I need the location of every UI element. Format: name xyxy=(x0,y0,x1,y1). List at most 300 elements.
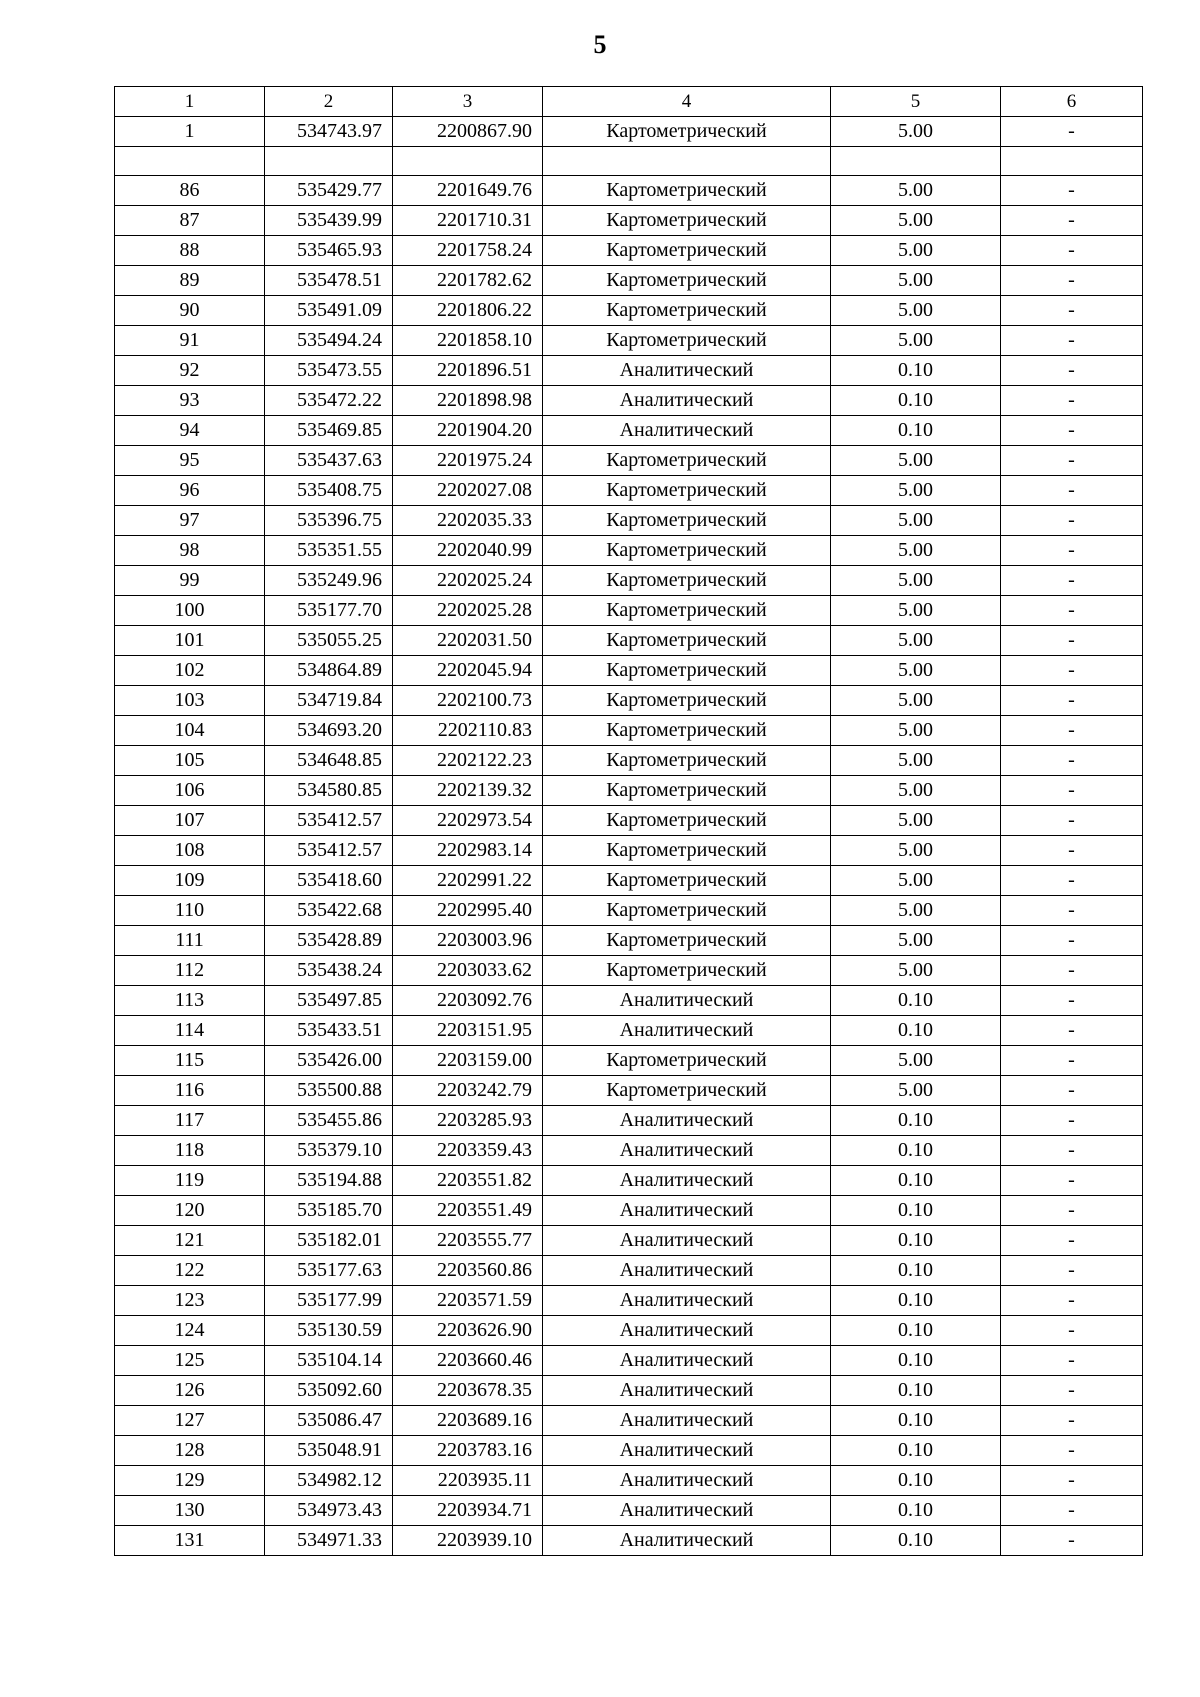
cell-note: - xyxy=(1001,326,1143,356)
cell-y: 2203359.43 xyxy=(393,1136,543,1166)
cell-y: 2202973.54 xyxy=(393,806,543,836)
cell-point: 114 xyxy=(115,1016,265,1046)
table-row xyxy=(115,1196,1143,1226)
cell-x: 535437.63 xyxy=(265,446,393,476)
cell-method: Аналитический xyxy=(543,1256,831,1286)
cell-accuracy: 5.00 xyxy=(831,896,1001,926)
cell-y: 2202045.94 xyxy=(393,656,543,686)
cell-method: Аналитический xyxy=(543,1136,831,1166)
cell-x: 534982.12 xyxy=(265,1466,393,1496)
cell-accuracy: 5.00 xyxy=(831,236,1001,266)
cell-accuracy: 0.10 xyxy=(831,1496,1001,1526)
cell-note: - xyxy=(1001,1016,1143,1046)
cell-note: - xyxy=(1001,806,1143,836)
cell-x: 535439.99 xyxy=(265,206,393,236)
header-cell: 6 xyxy=(1001,87,1143,117)
cell-method: Картометрический xyxy=(543,506,831,536)
table-row xyxy=(115,1526,1143,1556)
cell-point: 90 xyxy=(115,296,265,326)
cell-point: 113 xyxy=(115,986,265,1016)
cell-x: 535086.47 xyxy=(265,1406,393,1436)
cell-x: 535185.70 xyxy=(265,1196,393,1226)
cell-note: - xyxy=(1001,266,1143,296)
cell-method: Картометрический xyxy=(543,926,831,956)
table-row xyxy=(115,176,1143,206)
cell-method: Картометрический xyxy=(543,176,831,206)
table-row xyxy=(115,896,1143,926)
cell-y: 2203092.76 xyxy=(393,986,543,1016)
cell-accuracy: 5.00 xyxy=(831,506,1001,536)
cell-x: 535177.99 xyxy=(265,1286,393,1316)
cell-accuracy: 5.00 xyxy=(831,956,1001,986)
cell-note: - xyxy=(1001,746,1143,776)
cell-note: - xyxy=(1001,1466,1143,1496)
cell-method: Аналитический xyxy=(543,1226,831,1256)
cell-point: 128 xyxy=(115,1436,265,1466)
cell-y: 2203678.35 xyxy=(393,1376,543,1406)
cell-y: 2202025.24 xyxy=(393,566,543,596)
cell-y: 2201904.20 xyxy=(393,416,543,446)
cell-y: 2202139.32 xyxy=(393,776,543,806)
cell-note: - xyxy=(1001,1136,1143,1166)
cell-y: 2203003.96 xyxy=(393,926,543,956)
table-row xyxy=(115,147,1143,176)
table-row xyxy=(115,986,1143,1016)
cell-point: 107 xyxy=(115,806,265,836)
table-row xyxy=(115,926,1143,956)
cell-accuracy: 0.10 xyxy=(831,1466,1001,1496)
cell-note: - xyxy=(1001,1406,1143,1436)
cell-accuracy: 0.10 xyxy=(831,386,1001,416)
cell-x: 535426.00 xyxy=(265,1046,393,1076)
cell-y: 2201898.98 xyxy=(393,386,543,416)
cell-x: 534971.33 xyxy=(265,1526,393,1556)
cell-accuracy: 5.00 xyxy=(831,836,1001,866)
cell-note: - xyxy=(1001,596,1143,626)
cell-point: 93 xyxy=(115,386,265,416)
cell-y: 2203551.49 xyxy=(393,1196,543,1226)
cell-method: Картометрический xyxy=(543,716,831,746)
cell-method: Картометрический xyxy=(543,776,831,806)
cell-accuracy: 5.00 xyxy=(831,686,1001,716)
cell-y: 2203285.93 xyxy=(393,1106,543,1136)
cell-accuracy: 0.10 xyxy=(831,1286,1001,1316)
cell-method: Картометрический xyxy=(543,656,831,686)
cell-note: - xyxy=(1001,776,1143,806)
cell-x: 534719.84 xyxy=(265,686,393,716)
cell-x: 535104.14 xyxy=(265,1346,393,1376)
cell-x: 535396.75 xyxy=(265,506,393,536)
cell-method: Картометрический xyxy=(543,296,831,326)
cell-y: 2203555.77 xyxy=(393,1226,543,1256)
table-row xyxy=(115,716,1143,746)
cell-y: 2202035.33 xyxy=(393,506,543,536)
table-row xyxy=(115,1376,1143,1406)
cell-x: 534648.85 xyxy=(265,746,393,776)
table-row xyxy=(115,866,1143,896)
cell-x: 535500.88 xyxy=(265,1076,393,1106)
cell-accuracy: 0.10 xyxy=(831,1226,1001,1256)
cell-method: Картометрический xyxy=(543,626,831,656)
cell-x: 535494.24 xyxy=(265,326,393,356)
cell-y: 2202031.50 xyxy=(393,626,543,656)
cell-y: 2203939.10 xyxy=(393,1526,543,1556)
table-row xyxy=(115,1226,1143,1256)
cell-point: 97 xyxy=(115,506,265,536)
cell-note: - xyxy=(1001,716,1143,746)
table-row xyxy=(115,1316,1143,1346)
table-row xyxy=(115,446,1143,476)
cell-accuracy: 5.00 xyxy=(831,536,1001,566)
cell-note: - xyxy=(1001,1106,1143,1136)
cell-x: 534864.89 xyxy=(265,656,393,686)
cell-point: 89 xyxy=(115,266,265,296)
cell-note: - xyxy=(1001,1286,1143,1316)
cell-y: 2203571.59 xyxy=(393,1286,543,1316)
cell-note: - xyxy=(1001,686,1143,716)
cell-method: Аналитический xyxy=(543,1526,831,1556)
cell-note: - xyxy=(1001,1256,1143,1286)
cell-accuracy: 0.10 xyxy=(831,1196,1001,1226)
cell-method: Аналитический xyxy=(543,1406,831,1436)
cell-note: - xyxy=(1001,1166,1143,1196)
cell-x: 534973.43 xyxy=(265,1496,393,1526)
table-header-row xyxy=(115,87,1143,117)
table-body xyxy=(115,87,1143,1556)
cell-point: 108 xyxy=(115,836,265,866)
cell-x: 535433.51 xyxy=(265,1016,393,1046)
table-row xyxy=(115,1046,1143,1076)
header-cell: 5 xyxy=(831,87,1001,117)
cell-accuracy: 5.00 xyxy=(831,176,1001,206)
cell-y: 2202983.14 xyxy=(393,836,543,866)
table-row xyxy=(115,536,1143,566)
cell-method: Аналитический xyxy=(543,386,831,416)
cell-x: 535092.60 xyxy=(265,1376,393,1406)
table-row xyxy=(115,117,1143,147)
cell-point: 129 xyxy=(115,1466,265,1496)
table-row xyxy=(115,776,1143,806)
cell-method: Аналитический xyxy=(543,1316,831,1346)
cell-method: Картометрический xyxy=(543,746,831,776)
cell-point: 130 xyxy=(115,1496,265,1526)
cell-point: 125 xyxy=(115,1346,265,1376)
cell-point: 88 xyxy=(115,236,265,266)
cell-method: Аналитический xyxy=(543,356,831,386)
cell-method: Картометрический xyxy=(543,896,831,926)
cell-method: Аналитический xyxy=(543,1346,831,1376)
cell-accuracy: 0.10 xyxy=(831,1346,1001,1376)
cell-y: 2203033.62 xyxy=(393,956,543,986)
table-row xyxy=(115,506,1143,536)
cell-method: Аналитический xyxy=(543,1496,831,1526)
cell-accuracy: 5.00 xyxy=(831,566,1001,596)
cell-accuracy: 0.10 xyxy=(831,1106,1001,1136)
cell-method: Аналитический xyxy=(543,1166,831,1196)
cell-accuracy: 5.00 xyxy=(831,476,1001,506)
cell-method: Аналитический xyxy=(543,1436,831,1466)
header-cell: 1 xyxy=(115,87,265,117)
cell-y: 2202991.22 xyxy=(393,866,543,896)
table-row xyxy=(115,1076,1143,1106)
table-row xyxy=(115,476,1143,506)
cell-accuracy: 5.00 xyxy=(831,117,1001,147)
cell-point: 119 xyxy=(115,1166,265,1196)
cell-x: 534580.85 xyxy=(265,776,393,806)
cell-y: 2202100.73 xyxy=(393,686,543,716)
cell-method: Аналитический xyxy=(543,1016,831,1046)
cell-point: 95 xyxy=(115,446,265,476)
cell-method: Картометрический xyxy=(543,866,831,896)
cell-note: - xyxy=(1001,1376,1143,1406)
cell-x: 535177.70 xyxy=(265,596,393,626)
cell-point: 87 xyxy=(115,206,265,236)
cell-method: Картометрический xyxy=(543,117,831,147)
cell-method: Картометрический xyxy=(543,806,831,836)
table-row xyxy=(115,1286,1143,1316)
cell-x xyxy=(265,147,393,176)
coordinates-table xyxy=(114,86,1143,1556)
cell-accuracy: 0.10 xyxy=(831,1166,1001,1196)
cell-accuracy: 5.00 xyxy=(831,596,1001,626)
cell-point xyxy=(115,147,265,176)
cell-note: - xyxy=(1001,956,1143,986)
table-row xyxy=(115,1166,1143,1196)
cell-accuracy: 5.00 xyxy=(831,296,1001,326)
cell-x: 535465.93 xyxy=(265,236,393,266)
cell-y: 2201806.22 xyxy=(393,296,543,326)
cell-accuracy: 5.00 xyxy=(831,1076,1001,1106)
cell-point: 96 xyxy=(115,476,265,506)
table-row xyxy=(115,1496,1143,1526)
cell-method xyxy=(543,147,831,176)
header-cell: 3 xyxy=(393,87,543,117)
cell-method: Картометрический xyxy=(543,266,831,296)
cell-note xyxy=(1001,147,1143,176)
cell-method: Картометрический xyxy=(543,1046,831,1076)
cell-method: Картометрический xyxy=(543,446,831,476)
cell-note: - xyxy=(1001,626,1143,656)
cell-y: 2203626.90 xyxy=(393,1316,543,1346)
cell-note: - xyxy=(1001,986,1143,1016)
cell-y: 2203151.95 xyxy=(393,1016,543,1046)
cell-accuracy: 5.00 xyxy=(831,746,1001,776)
cell-accuracy: 5.00 xyxy=(831,776,1001,806)
cell-point: 101 xyxy=(115,626,265,656)
table-row xyxy=(115,1466,1143,1496)
table-row xyxy=(115,416,1143,446)
table-row xyxy=(115,806,1143,836)
cell-accuracy: 0.10 xyxy=(831,1376,1001,1406)
cell-note: - xyxy=(1001,1346,1143,1376)
cell-point: 121 xyxy=(115,1226,265,1256)
cell-method: Аналитический xyxy=(543,1286,831,1316)
cell-point: 122 xyxy=(115,1256,265,1286)
cell-method: Картометрический xyxy=(543,686,831,716)
cell-y: 2201858.10 xyxy=(393,326,543,356)
cell-point: 103 xyxy=(115,686,265,716)
cell-y: 2201782.62 xyxy=(393,266,543,296)
cell-note: - xyxy=(1001,836,1143,866)
cell-note: - xyxy=(1001,206,1143,236)
table-row xyxy=(115,596,1143,626)
cell-y xyxy=(393,147,543,176)
cell-accuracy: 0.10 xyxy=(831,416,1001,446)
cell-accuracy: 5.00 xyxy=(831,866,1001,896)
cell-accuracy: 5.00 xyxy=(831,446,1001,476)
cell-note: - xyxy=(1001,1226,1143,1256)
table-row xyxy=(115,836,1143,866)
cell-note: - xyxy=(1001,1046,1143,1076)
cell-point: 131 xyxy=(115,1526,265,1556)
header-cell: 4 xyxy=(543,87,831,117)
cell-x: 535194.88 xyxy=(265,1166,393,1196)
table-row xyxy=(115,1106,1143,1136)
cell-note: - xyxy=(1001,896,1143,926)
cell-point: 100 xyxy=(115,596,265,626)
cell-point: 109 xyxy=(115,866,265,896)
cell-point: 124 xyxy=(115,1316,265,1346)
cell-point: 112 xyxy=(115,956,265,986)
cell-x: 535491.09 xyxy=(265,296,393,326)
table-row xyxy=(115,686,1143,716)
cell-point: 111 xyxy=(115,926,265,956)
cell-x: 535379.10 xyxy=(265,1136,393,1166)
table-row xyxy=(115,746,1143,776)
cell-note: - xyxy=(1001,1436,1143,1466)
cell-y: 2202027.08 xyxy=(393,476,543,506)
cell-accuracy: 5.00 xyxy=(831,326,1001,356)
cell-note: - xyxy=(1001,356,1143,386)
cell-accuracy: 5.00 xyxy=(831,806,1001,836)
cell-note: - xyxy=(1001,536,1143,566)
cell-note: - xyxy=(1001,1196,1143,1226)
cell-x: 535472.22 xyxy=(265,386,393,416)
cell-x: 535473.55 xyxy=(265,356,393,386)
cell-y: 2203783.16 xyxy=(393,1436,543,1466)
cell-point: 91 xyxy=(115,326,265,356)
cell-x: 535455.86 xyxy=(265,1106,393,1136)
cell-method: Картометрический xyxy=(543,326,831,356)
cell-y: 2201975.24 xyxy=(393,446,543,476)
cell-x: 535351.55 xyxy=(265,536,393,566)
cell-note: - xyxy=(1001,446,1143,476)
cell-accuracy: 5.00 xyxy=(831,1046,1001,1076)
cell-x: 535130.59 xyxy=(265,1316,393,1346)
cell-note: - xyxy=(1001,1316,1143,1346)
cell-x: 535422.68 xyxy=(265,896,393,926)
cell-x: 535497.85 xyxy=(265,986,393,1016)
cell-method: Картометрический xyxy=(543,536,831,566)
cell-point: 127 xyxy=(115,1406,265,1436)
table-row xyxy=(115,956,1143,986)
cell-note: - xyxy=(1001,416,1143,446)
cell-point: 126 xyxy=(115,1376,265,1406)
cell-x: 535055.25 xyxy=(265,626,393,656)
cell-point: 86 xyxy=(115,176,265,206)
cell-note: - xyxy=(1001,656,1143,686)
cell-x: 535438.24 xyxy=(265,956,393,986)
cell-method: Аналитический xyxy=(543,1196,831,1226)
table-row xyxy=(115,356,1143,386)
cell-point: 102 xyxy=(115,656,265,686)
table-row xyxy=(115,1346,1143,1376)
page-number: 5 xyxy=(593,30,607,59)
cell-method: Аналитический xyxy=(543,416,831,446)
cell-accuracy xyxy=(831,147,1001,176)
table-row xyxy=(115,656,1143,686)
cell-x: 535249.96 xyxy=(265,566,393,596)
cell-y: 2202995.40 xyxy=(393,896,543,926)
cell-y: 2201710.31 xyxy=(393,206,543,236)
cell-accuracy: 0.10 xyxy=(831,1136,1001,1166)
cell-method: Картометрический xyxy=(543,476,831,506)
cell-point: 106 xyxy=(115,776,265,806)
table-row xyxy=(115,1136,1143,1166)
cell-point: 118 xyxy=(115,1136,265,1166)
cell-accuracy: 5.00 xyxy=(831,716,1001,746)
cell-method: Картометрический xyxy=(543,596,831,626)
cell-x: 535418.60 xyxy=(265,866,393,896)
table-row xyxy=(115,236,1143,266)
cell-x: 535478.51 xyxy=(265,266,393,296)
cell-note: - xyxy=(1001,566,1143,596)
cell-y: 2203242.79 xyxy=(393,1076,543,1106)
cell-x: 534693.20 xyxy=(265,716,393,746)
cell-x: 535412.57 xyxy=(265,806,393,836)
cell-note: - xyxy=(1001,236,1143,266)
cell-point: 105 xyxy=(115,746,265,776)
cell-point: 98 xyxy=(115,536,265,566)
cell-y: 2202040.99 xyxy=(393,536,543,566)
cell-note: - xyxy=(1001,386,1143,416)
cell-note: - xyxy=(1001,926,1143,956)
cell-y: 2203551.82 xyxy=(393,1166,543,1196)
table-row xyxy=(115,626,1143,656)
cell-note: - xyxy=(1001,1496,1143,1526)
cell-point: 115 xyxy=(115,1046,265,1076)
cell-y: 2203935.11 xyxy=(393,1466,543,1496)
table-row xyxy=(115,296,1143,326)
cell-method: Картометрический xyxy=(543,1076,831,1106)
table-row xyxy=(115,1256,1143,1286)
table-row xyxy=(115,1406,1143,1436)
cell-point: 99 xyxy=(115,566,265,596)
cell-x: 535428.89 xyxy=(265,926,393,956)
cell-y: 2201896.51 xyxy=(393,356,543,386)
cell-method: Аналитический xyxy=(543,1106,831,1136)
cell-accuracy: 5.00 xyxy=(831,656,1001,686)
table-row xyxy=(115,566,1143,596)
cell-note: - xyxy=(1001,1076,1143,1106)
cell-y: 2203934.71 xyxy=(393,1496,543,1526)
cell-y: 2203689.16 xyxy=(393,1406,543,1436)
cell-note: - xyxy=(1001,296,1143,326)
cell-method: Аналитический xyxy=(543,1466,831,1496)
cell-accuracy: 0.10 xyxy=(831,1436,1001,1466)
cell-point: 120 xyxy=(115,1196,265,1226)
cell-note: - xyxy=(1001,176,1143,206)
cell-x: 535177.63 xyxy=(265,1256,393,1286)
cell-y: 2202122.23 xyxy=(393,746,543,776)
table-row xyxy=(115,1436,1143,1466)
cell-accuracy: 0.10 xyxy=(831,356,1001,386)
cell-x: 535429.77 xyxy=(265,176,393,206)
cell-note: - xyxy=(1001,1526,1143,1556)
cell-x: 535408.75 xyxy=(265,476,393,506)
cell-accuracy: 0.10 xyxy=(831,1256,1001,1286)
cell-point: 110 xyxy=(115,896,265,926)
